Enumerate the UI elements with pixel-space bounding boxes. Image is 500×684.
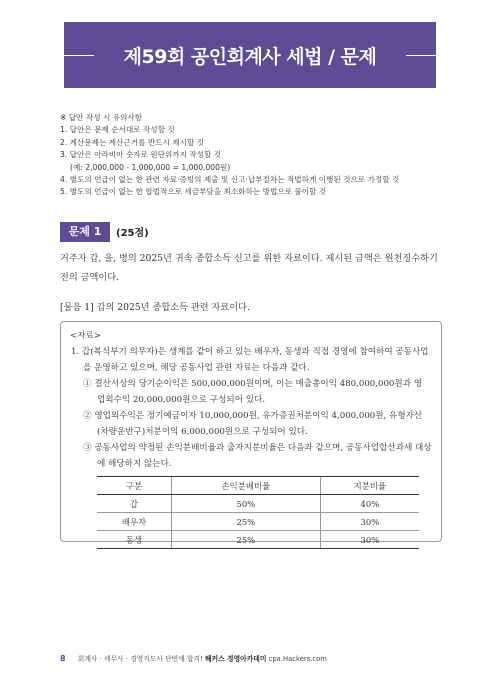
instruction-line: 3. 답안은 아라비아 숫자로 원단위까지 작성할 것 [60,150,222,160]
problem-badge: 문제 1 [60,222,110,242]
table-cell: 배우자 [97,513,171,531]
footer-brand: 해커스 경영아카데미 [204,655,267,663]
instruction-line: (예: 2,000,000 - 1,000,000 = 1,000,000원) [70,162,231,172]
table-row [97,513,419,531]
instructions [60,112,460,199]
page-number: 8 [60,654,66,663]
data-line: (차량운반구)처분이익 6,000,000원으로 구성되어 있다. [97,427,308,437]
table-header: 손익분배비율 [171,477,320,495]
data-line: 1. 갑(복식부기 의무자)은 생계를 같이 하고 있는 배우자, 동생과 직접 경영에 참여하여 공동사업 [71,347,429,357]
data-box [60,321,442,545]
table-row [97,531,419,549]
table-cell: 40% [320,495,419,513]
ratio-table [97,476,419,549]
problem-score: (25점) [116,228,149,239]
table-cell: 30% [320,513,419,531]
page-header [64,22,436,88]
data-line: 을 운영하고 있으며, 해당 공동사업 관련 자료는 다음과 같다. [83,363,310,373]
footer-text: 회계사 · 세무사 · 경영지도사 단번에 합격! [77,655,203,663]
table-cell: 25% [171,531,320,549]
table-header: 지분비율 [320,477,419,495]
instruction-line: 5. 별도의 언급이 없는 한 합법적으로 세금부담을 최소화하는 방법으로 풀이할 것 [60,187,327,197]
instruction-line: 1. 답안은 문제 순서대로 작성할 것 [60,125,175,135]
page-footer [60,653,327,663]
table-row [97,495,419,513]
footer-url: cpa.Hackers.com [268,655,327,663]
table-cell: 동생 [97,531,171,549]
data-box-label: <자료> [70,331,102,341]
data-line: ① 결산서상의 당기순이익은 500,000,000원이며, 이는 매출총이익 480,000,000원과 영 [83,379,423,389]
data-line: ② 영업외수익은 정기예금이자 10,000,000원, 유가증권처분이익 4,000,000원, 유형자산 [83,411,423,421]
question-1: [물음 1] 갑의 2025년 종합소득 관련 자료이다. [60,302,250,313]
table-cell: 50% [171,495,320,513]
instruction-line: ※ 답안 작성 시 유의사항 [60,113,143,122]
table-cell: 30% [320,531,419,549]
instruction-line: 4. 별도의 언급이 없는 한 관련 자료·증빙의 제출 및 신고·납부절차는 적법하게 이행된 것으로 가정할 것 [60,175,400,185]
instruction-line: 2. 계산문제는 계산근거를 반드시 제시할 것 [60,137,205,147]
data-line: ③ 공동사업의 약정된 손익분배비율과 출자지분비율은 다음과 같으며, 공동사업합산과세 대상 [83,443,432,453]
table-cell: 갑 [97,495,171,513]
table-header: 구분 [97,477,171,495]
problem-intro: 거주자 갑, 을, 병의 2025년 귀속 종합소득 신고를 위한 자료이다. 제시된 금액은 원천징수하기 전의 금액이다. [60,253,438,283]
page-title: 제59회 공인회계사 세법 / 문제 [123,46,377,68]
header-rule-right [406,55,436,56]
table-cell: 25% [171,513,320,531]
data-line: 에 해당하지 않는다. [97,459,172,469]
data-line: 업외수익 20,000,000원으로 구성되어 있다. [97,395,266,405]
table-header-row [97,477,419,495]
